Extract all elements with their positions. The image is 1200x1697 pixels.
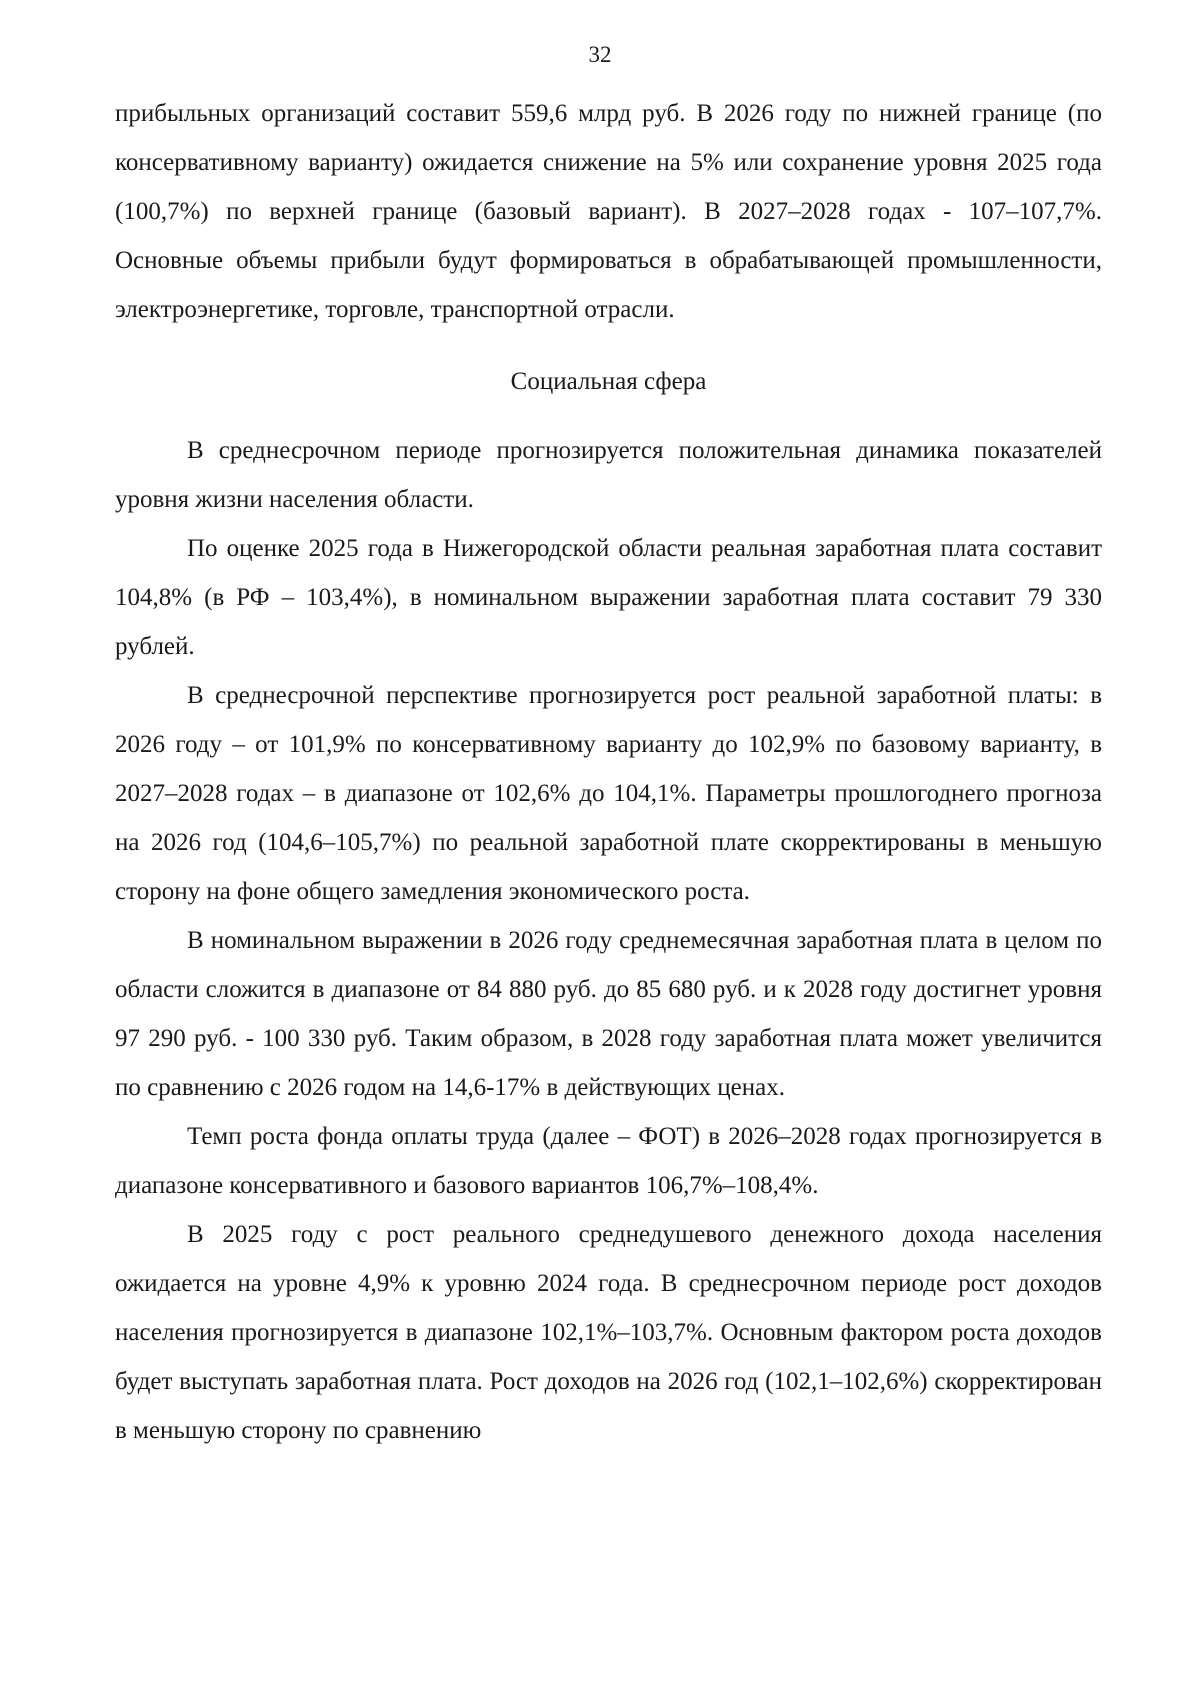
document-body [115,89,1102,1455]
paragraph-profit-forecast: прибыльных организаций составит 559,6 млрд руб. В 2026 году по нижней границе (по консервативному варианту) ожидается снижение на 5% или сохранение уровня 2025 года (100,7%) по верхней границе (базовый вариант). В 2027–2028 годах - 107–107,7%. Основные объемы прибыли будут формироваться в обрабатывающей промышленности, электроэнергетике, торговле, транспортной отрасли. [115,100,1102,323]
paragraph-payroll-fund: Темп роста фонда оплаты труда (далее – ФОТ) в 2026–2028 годах прогнозируется в диапазоне консервативного и базового вариантов 106,7%–108,4%. [115,1123,1102,1199]
paragraph-living-standards: В среднесрочном периоде прогнозируется положительная динамика показателей уровня жизни населения области. [115,437,1102,513]
paragraph-income-forecast: В 2025 году с рост реального среднедушевого денежного дохода населения ожидается на уровне 4,9% к уровню 2024 года. В среднесрочном периоде рост доходов населения прогнозируется в диапазоне 102,1%–103,7%. Основным фактором роста доходов будет выступать заработная плата. Рост доходов на 2026 год (102,1–102,6%) скорректирован в меньшую сторону по сравнению [115,1221,1102,1444]
page-number: 32 [588,42,612,67]
paragraph-wage-estimate-2025: По оценке 2025 года в Нижегородской области реальная заработная плата составит 104,8% (в РФ – 103,4%), в номинальном выражении заработная плата составит 79 330 рублей. [115,535,1102,660]
section-heading-social-sphere: Социальная сфера [510,368,707,395]
paragraph-nominal-wage: В номинальном выражении в 2026 году среднемесячная заработная плата в целом по области сложится в диапазоне от 84 880 руб. до 85 680 руб. и к 2028 году достигнет уровня 97 290 руб. - 100 330 руб. Таким образом, в 2028 году заработная плата может увеличится по сравнению с 2026 годом на 14,6-17% в действующих ценах. [115,927,1102,1101]
paragraph-real-wage-forecast: В среднесрочной перспективе прогнозируется рост реальной заработной платы: в 2026 году – от 101,9% по консервативному варианту до 102,9% по базовому варианту, в 2027–2028 годах – в диапазоне от 102,6% до 104,1%. Параметры прошлогоднего прогноза на 2026 год (104,6–105,7%) по реальной заработной плате скорректированы в меньшую сторону на фоне общего замедления экономического роста. [115,682,1102,905]
